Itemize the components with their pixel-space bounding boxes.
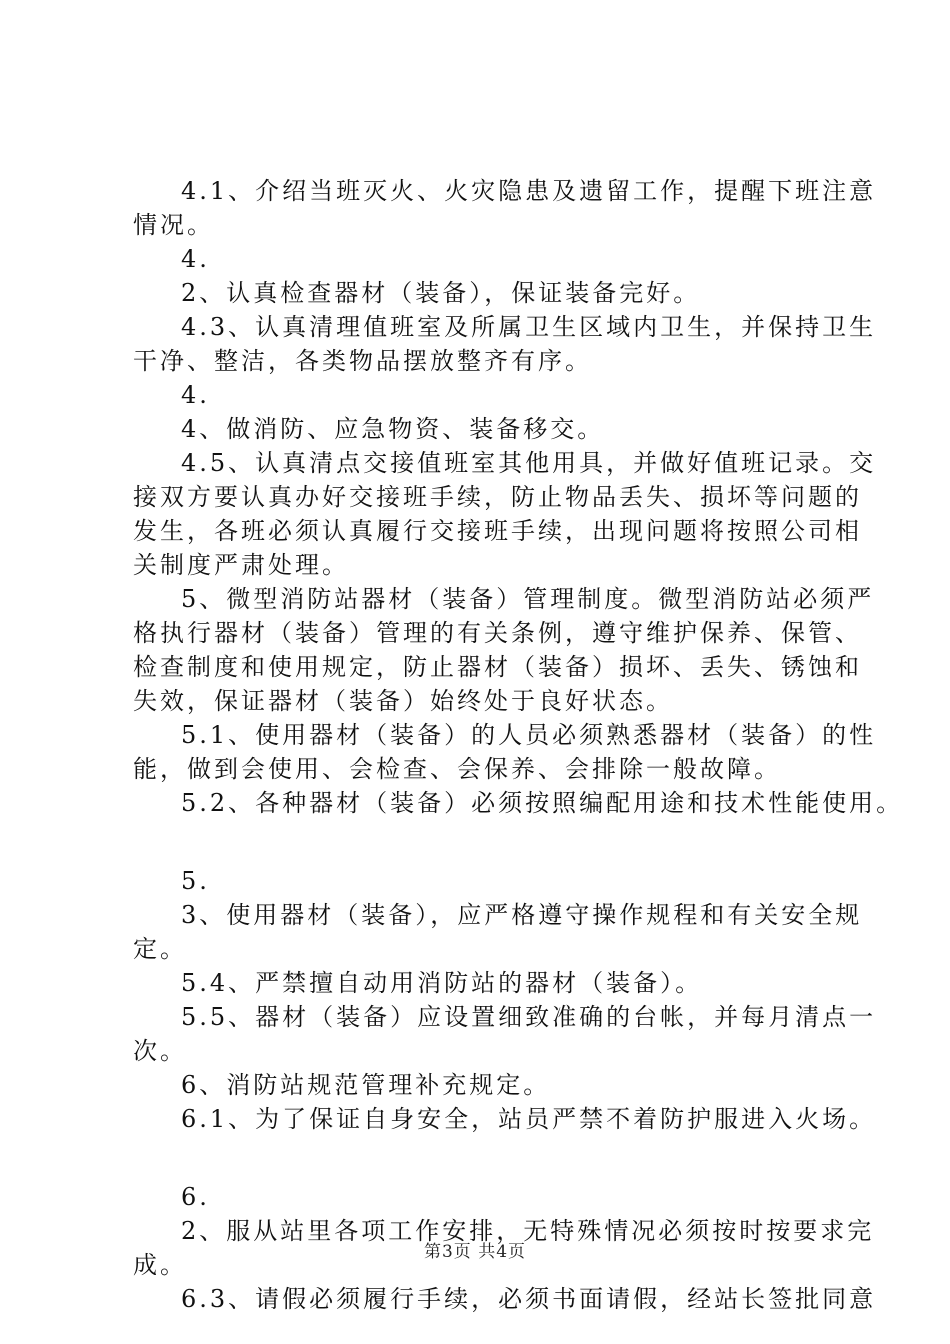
- paragraph-5-line-2: 格执行器材（装备）管理的有关条例，遵守维护保养、保管、: [133, 619, 862, 647]
- section-number-4: 4.: [181, 381, 210, 409]
- paragraph-6-line-1: 6、消防站规范管理补充规定。: [181, 1071, 551, 1099]
- page-footer: [0, 1241, 950, 1263]
- paragraph-4-1-line-1: 4.1、介绍当班灭火、火灾隐患及遗留工作，提醒下班注意: [181, 177, 877, 205]
- section-number-4: 4.: [181, 245, 210, 273]
- paragraph-4-4-line-1: 4、做消防、应急物资、装备移交。: [181, 415, 605, 443]
- section-number-6: 6.: [181, 1183, 210, 1211]
- paragraph-4-3-line-2: 干净、整洁，各类物品摆放整齐有序。: [133, 347, 592, 375]
- paragraph-5-5-line-1: 5.5、器材（装备）应设置细致准确的台帐，并每月清点一: [181, 1003, 877, 1031]
- paragraph-5-line-1: 5、微型消防站器材（装备）管理制度。微型消防站必须严: [181, 585, 875, 613]
- paragraph-4-5-line-3: 发生，各班必须认真履行交接班手续，出现问题将按照公司相: [133, 517, 862, 545]
- section-number-5: 5.: [181, 867, 210, 895]
- paragraph-4-3-line-1: 4.3、认真清理值班室及所属卫生区域内卫生，并保持卫生: [181, 313, 877, 341]
- paragraph-4-5-line-1: 4.5、认真清点交接值班室其他用具，并做好值班记录。交: [181, 449, 877, 477]
- paragraph-5-4-line-1: 5.4、严禁擅自动用消防站的器材（装备）。: [181, 969, 703, 997]
- paragraph-5-3-line-1: 3、使用器材（装备），应严格遵守操作规程和有关安全规: [181, 901, 863, 929]
- paragraph-6-2-line-2: 成。: [133, 1251, 187, 1279]
- paragraph-5-3-line-2: 定。: [133, 935, 187, 963]
- paragraph-5-1-line-1: 5.1、使用器材（装备）的人员必须熟悉器材（装备）的性: [181, 721, 877, 749]
- paragraph-5-2-line-1: 5.2、各种器材（装备）必须按照编配用途和技术性能使用。: [181, 789, 904, 817]
- paragraph-6-1-line-1: 6.1、为了保证自身安全，站员严禁不着防护服进入火场。: [181, 1105, 877, 1133]
- paragraph-5-line-3: 检查制度和使用规定，防止器材（装备）损坏、丢失、锈蚀和: [133, 653, 862, 681]
- paragraph-4-2-line-1: 2、认真检查器材（装备），保证装备完好。: [181, 279, 701, 307]
- paragraph-5-5-line-2: 次。: [133, 1037, 187, 1065]
- paragraph-5-line-4: 失效，保证器材（装备）始终处于良好状态。: [133, 687, 673, 715]
- blank-line: [133, 1136, 853, 1180]
- blank-line: [133, 820, 853, 864]
- page-indicator: 第3页 共4页: [423, 1242, 527, 1262]
- paragraph-4-5-line-2: 接双方要认真办好交接班手续，防止物品丢失、损坏等问题的: [133, 483, 862, 511]
- paragraph-5-1-line-2: 能，做到会使用、会检查、会保养、会排除一般故障。: [133, 755, 781, 783]
- paragraph-4-5-line-4: 关制度严肃处理。: [133, 551, 349, 579]
- document-body: [133, 174, 904, 1316]
- paragraph-4-1-line-2: 情况。: [133, 211, 214, 239]
- paragraph-6-3-line-1: 6.3、请假必须履行手续，必须书面请假，经站长签批同意: [181, 1285, 877, 1313]
- paragraph-6-2-line-1: 2、服从站里各项工作安排，无特殊情况必须按时按要求完: [181, 1217, 875, 1245]
